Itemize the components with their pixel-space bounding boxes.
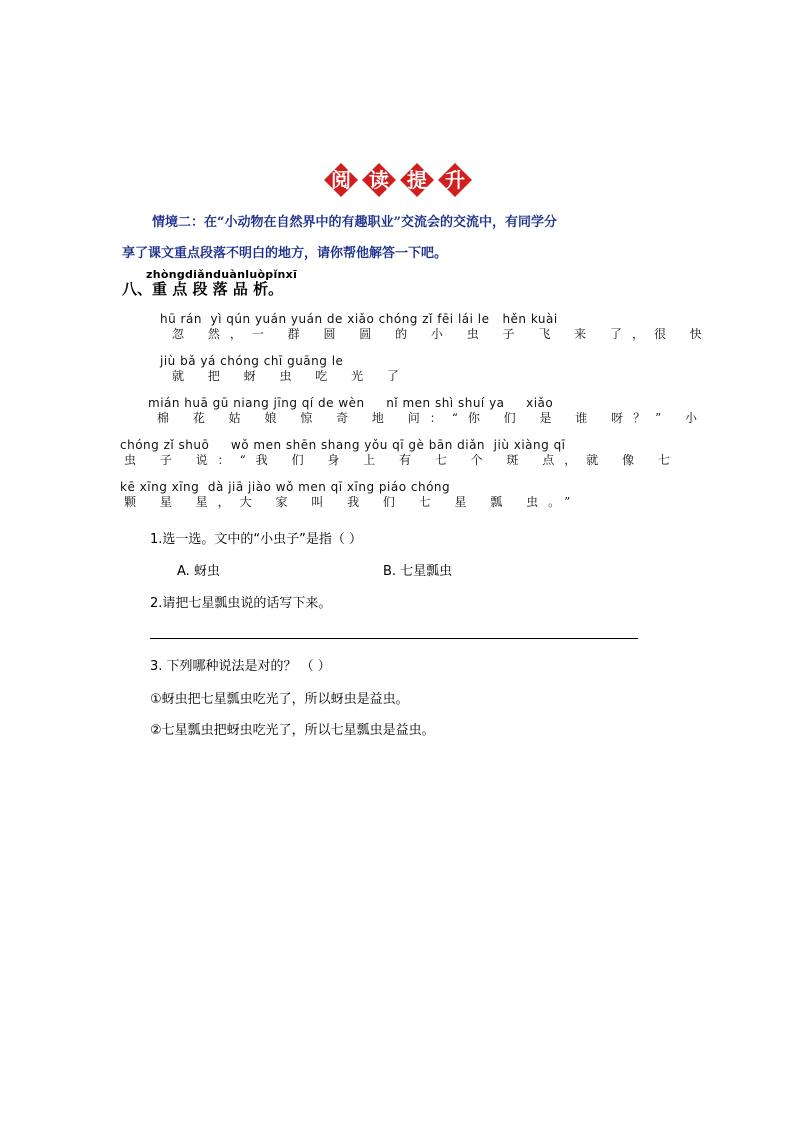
question-1: 1.选一选。文中的“小虫子”是指（ ）: [150, 532, 363, 547]
banner-tile: [400, 163, 434, 197]
banner-char: 提: [407, 168, 427, 192]
reading-banner: [324, 163, 472, 197]
passage-pinyin: kē xīng xīng dà jiā jiào wǒ men qī xīng piáo chóng: [120, 480, 451, 494]
section-title: 八、重 点 段 落 品 析。: [122, 280, 284, 298]
passage-text: 颗 星 星，大 家 叫 我 们 七 星 瓢 虫。”: [124, 495, 581, 509]
scenario-line-1: 情境二：在“小动物在自然界中的有趣职业”交流会的交流中，有同学分: [152, 215, 557, 230]
statement-1[interactable]: ①蚜虫把七星瓢虫吃光了，所以蚜虫是益虫。: [150, 692, 409, 707]
banner-char: 升: [445, 168, 465, 192]
banner-char: 读: [369, 168, 389, 192]
option-b[interactable]: B. 七星瓢虫: [383, 564, 453, 579]
question-3: 3. 下列哪种说法是对的？ （ ）: [150, 659, 331, 674]
option-a[interactable]: A. 蚜虫: [177, 564, 220, 579]
passage-pinyin: mián huā gū niang jīng qí de wèn nǐ men shì shuí ya xiǎo: [148, 396, 554, 410]
section-pinyin: zhòngdiǎnduànluòpǐnxī: [146, 268, 298, 281]
passage-pinyin: jiù bǎ yá chóng chī guāng le: [160, 354, 344, 368]
banner-tile: [438, 163, 472, 197]
question-2: 2.请把七星瓢虫说的话写下来。: [150, 596, 332, 611]
banner-tile: [324, 163, 358, 197]
banner-tile: [362, 163, 396, 197]
banner-char: 阅: [331, 168, 351, 192]
statement-2[interactable]: ②七星瓢虫把蚜虫吃光了，所以七星瓢虫是益虫。: [150, 723, 435, 738]
passage-text: 就 把 蚜 虫 吃 光 了: [172, 369, 409, 383]
passage-pinyin: chóng zǐ shuō wǒ men shēn shang yǒu qī gè bān diǎn jiù xiàng qī: [120, 438, 566, 452]
passage-pinyin: hū rán yì qún yuán yuán de xiǎo chóng zǐ fēi lái le hěn kuài: [160, 312, 558, 326]
answer-line[interactable]: [150, 638, 638, 639]
passage-text: 棉 花 姑 娘 惊 奇 地 问：“你 们 是 谁 呀？” 小: [157, 411, 708, 425]
passage-text: 忽 然，一 群 圆 圆 的 小 虫 子 飞 来 了，很 快: [172, 327, 712, 341]
passage-text: 虫 子 说：“我 们 身 上 有 七 个 斑 点，就 像 七: [124, 453, 680, 467]
scenario-line-2: 享了课文重点段落不明白的地方，请你帮他解答一下吧。: [122, 246, 448, 261]
